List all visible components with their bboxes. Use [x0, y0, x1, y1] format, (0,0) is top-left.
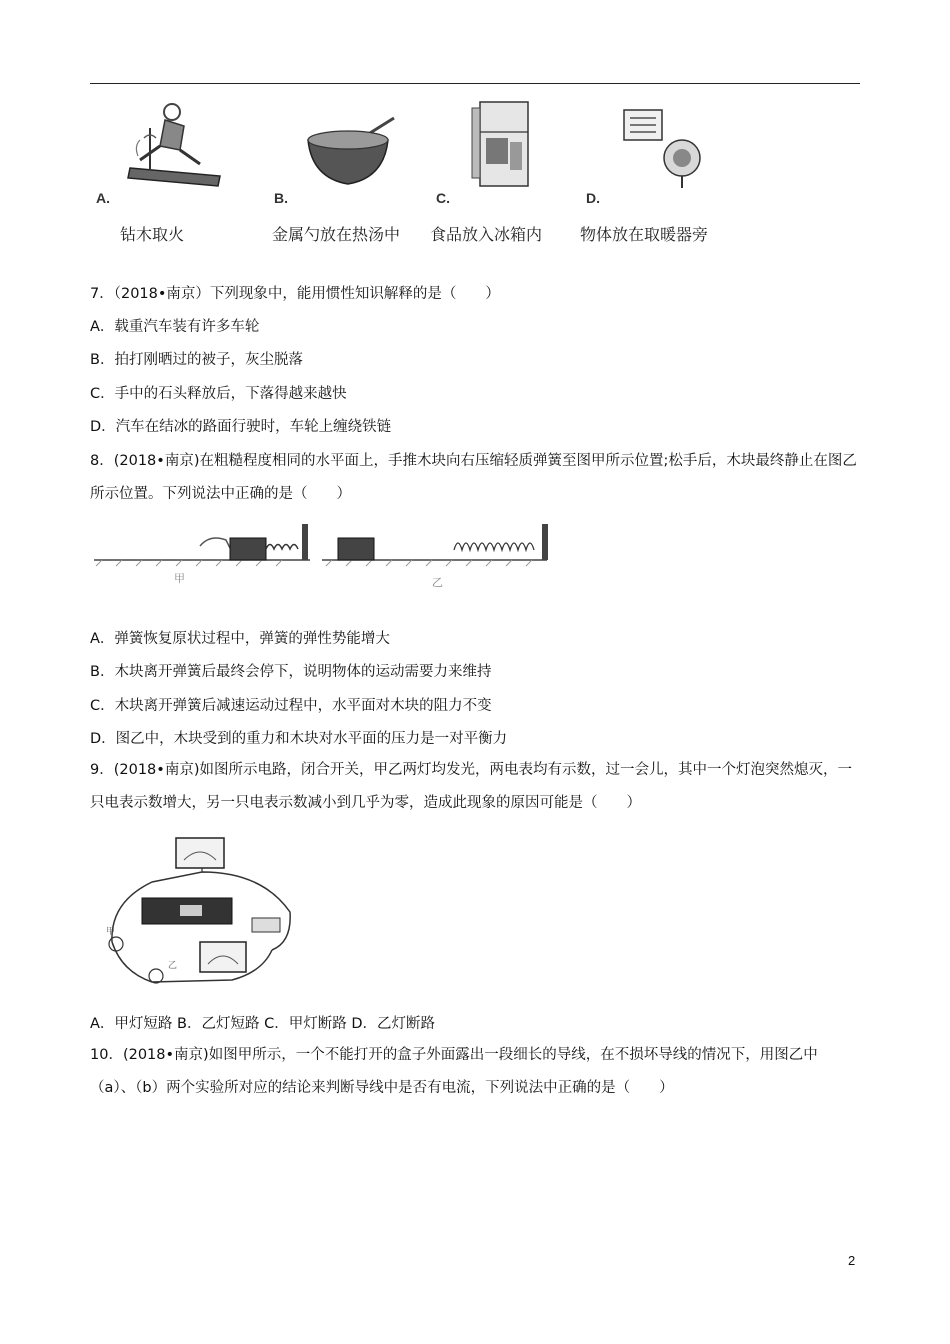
q8-option-c: C．木块离开弹簧后减速运动过程中，水平面对木块的阻力不变 [90, 698, 492, 714]
fire-drill-person-icon [110, 98, 230, 193]
q6-figure-row [90, 98, 750, 248]
switch-icon [252, 918, 280, 932]
figure-letter: D. [586, 190, 600, 206]
figure-caption: 金属勺放在热汤中 [272, 225, 401, 244]
q9-options: A．甲灯短路 B．乙灯短路 C．甲灯断路 D．乙灯断路 [90, 1016, 435, 1032]
figure-letter: A. [96, 190, 110, 206]
figure-option-d [580, 98, 730, 248]
q8-stem: 8．(2018•南京)在粗糙程度相同的水平面上，手推木块向右压缩轻质弹簧至图甲所示位置;松手后，木块最终静止在图乙所示位置。下列说法中正确的是（ ） [90, 453, 857, 502]
q10-stem: 10．(2018•南京)如图甲所示，一个不能打开的盒子外面露出一段细长的导线，在不损坏导线的情况下，用图乙中（a）、（b）两个实验所对应的结论来判断导线中是否有电流，下列说法中正确的是（ ） [90, 1047, 818, 1096]
q9-lamp2-label: 乙 [168, 961, 178, 971]
heater-icon [600, 98, 720, 193]
figure-option-b [268, 98, 418, 248]
q7-option-d: D．汽车在结冰的路面行驶时，车轮上缠绕铁链 [90, 419, 392, 435]
q7-stem: 7．（2018•南京）下列现象中，能用惯性知识解释的是（ ） [90, 286, 500, 302]
meter-top-icon [176, 838, 224, 868]
q9-circuit-figure [92, 832, 302, 1002]
q8-option-a: A．弹簧恢复原状过程中，弹簧的弹性势能增大 [90, 631, 390, 647]
figure-option-c [430, 98, 580, 248]
figure-letter: B. [274, 190, 288, 206]
figure-caption: 物体放在取暖器旁 [580, 225, 709, 244]
lamp-jia-icon [109, 937, 123, 951]
refrigerator-icon [450, 98, 570, 193]
q8-spring-figure [92, 520, 552, 600]
q7-option-c: C．手中的石头释放后，下落得越来越快 [90, 386, 347, 402]
header-rule [90, 83, 860, 84]
meter-bottom-icon [200, 942, 246, 972]
lamp-yi-icon [149, 969, 163, 983]
figure-caption: 钻木取火 [120, 225, 185, 244]
q7-option-a: A．载重汽车装有许多车轮 [90, 319, 260, 335]
figure-caption: 食品放入冰箱内 [430, 225, 543, 244]
q8-label-jia: 甲 [174, 572, 185, 585]
figure-option-a [90, 98, 240, 248]
q8-label-yi: 乙 [432, 576, 443, 589]
q9-stem: 9．(2018•南京)如图所示电路，闭合开关，甲乙两灯均发光，两电表均有示数，过一会儿，其中一个灯泡突然熄灭，一只电表示数增大，另一只电表示数减小到几乎为零，造成此现象的原因可能是（ ） [90, 762, 852, 811]
q8-option-b: B．木块离开弹簧后最终会停下，说明物体的运动需要力来维持 [90, 664, 492, 680]
figure-letter: C. [436, 190, 450, 206]
bowl-with-spoon-icon [288, 98, 408, 193]
q7-option-b: B．拍打刚晒过的被子，灰尘脱落 [90, 352, 303, 368]
q8-option-d: D．图乙中，木块受到的重力和木块对水平面的压力是一对平衡力 [90, 731, 508, 747]
q9-lamp1-label: 甲 [106, 927, 116, 937]
page-number: 2 [848, 1253, 856, 1268]
